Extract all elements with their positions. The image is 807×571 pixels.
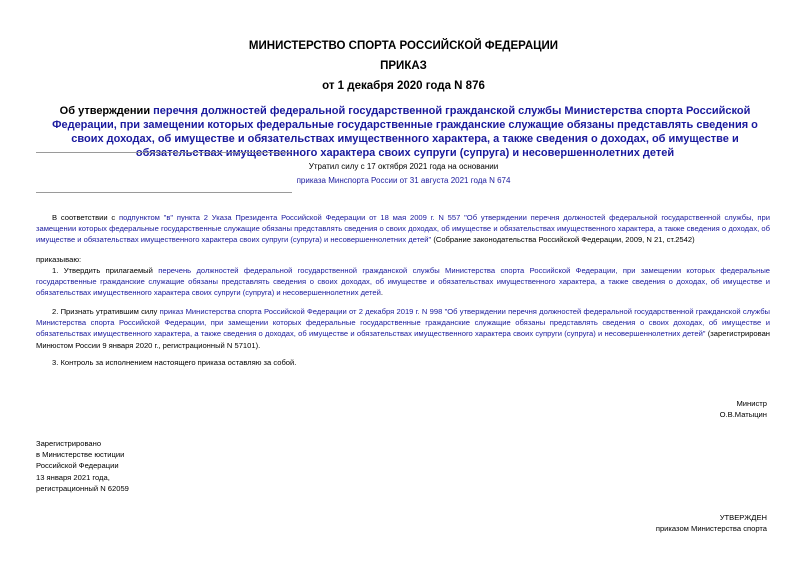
ministry-heading: МИНИСТЕРСТВО СПОРТА РОССИЙСКОЙ ФЕДЕРАЦИИ bbox=[248, 40, 559, 52]
preamble-paragraph bbox=[36, 212, 770, 246]
signature-block bbox=[720, 398, 767, 420]
item-1-list-link[interactable]: перечень должностей федеральной государственной гражданской службы Министерства спорта Российской Федерации, при замещении которых федеральные государственные гражданские служащие обязаны представлять сведения о своих доходах, об имуществе и обязательствах имущественного характера, а также сведения о доходах, об имуществе и обязательствах имущественного характера своих супруги (супруга) и несовершеннолетних детей bbox=[36, 266, 771, 298]
item-2-text-1: 2. Признать утратившим силу bbox=[52, 307, 160, 316]
validity-note bbox=[0, 160, 807, 188]
title-link[interactable]: перечня должностей федеральной государственной гражданской службы Министерства спорта Российской Федерации, при замещении которых федеральные государственные гражданские служащие обязаны представлять сведения о своих доходах, об имуществе и обязательствах имущественного характера, а также сведения о доходах, об имуществе и обязательствах имущественного характера своих супруги (супруга) и несовершеннолетних детей bbox=[52, 105, 758, 159]
approved-line-2: приказом Министерства спорта bbox=[655, 524, 767, 534]
registration-line-5: регистрационный N 62059 bbox=[36, 483, 129, 493]
separator-top bbox=[36, 152, 292, 153]
registration-line-4: 13 января 2021 года, bbox=[36, 472, 110, 482]
item-1-text-2: . bbox=[380, 288, 383, 298]
preamble-decree-link[interactable]: подпунктом "в" пункта 2 Указа Президента Российской Федерации от 18 мая 2009 г. N 557 "Об утверждении перечня должностей федеральной государственной службы, при замещении которых федеральные государственные служащие обязаны представлять сведения о своих доходах, об имуществе и обязательствах имущественного характера, а также сведения о доходах, об имуществе и обязательствах имущественного характера своих супруги (супруга) и несовершеннолетних детей" bbox=[36, 213, 771, 245]
signature-name: О.В.Матыцин bbox=[719, 410, 767, 420]
validity-note-link[interactable]: приказа Минспорта России от 31 августа 2021 года N 674 bbox=[296, 176, 511, 185]
registration-line-2: в Министерстве юстиции bbox=[36, 450, 125, 460]
separator-bottom bbox=[36, 192, 292, 193]
date-number-heading: от 1 декабря 2020 года N 876 bbox=[322, 80, 485, 92]
approved-line-1: УТВЕРЖДЕН bbox=[719, 513, 767, 522]
validity-note-line1: Утратил силу с 17 октября 2021 года на основании bbox=[308, 162, 499, 171]
title-prefix: Об утверждении bbox=[59, 105, 154, 117]
registration-line-1: Зарегистрировано bbox=[36, 439, 102, 448]
signature-position: Министр bbox=[736, 399, 767, 408]
item-1-paragraph bbox=[36, 265, 770, 299]
item-1-text-1: 1. Утвердить прилагаемый bbox=[52, 266, 159, 275]
preamble-text-1: В соответствии с bbox=[52, 213, 119, 222]
approved-block bbox=[656, 512, 767, 534]
item-2-paragraph bbox=[36, 306, 770, 351]
item-2-order-link[interactable]: приказ Министерства спорта Российской Федерации от 2 декабря 2019 г. N 998 "Об утверждении перечня должностей федеральной государственной гражданской службы Министерства спорта Российской Федерации, при замещении которых федеральные государственные гражданские служащие обязаны представлять сведения о своих доходах, об имуществе и обязательствах имущественного характера, а также сведения о доходах, об имуществе и обязательствах имущественного характера своих супруги (супруга) и несовершеннолетних детей" bbox=[36, 307, 771, 339]
registration-line-3: Российской Федерации bbox=[36, 461, 119, 471]
item-2-text-2: (зарегистрирован Минюстом России 9 января 2020 г., регистрационный N 57101). bbox=[36, 329, 771, 350]
order-word: приказываю: bbox=[36, 255, 82, 264]
item-3-paragraph: 3. Контроль за исполнением настоящего приказа оставляю за собой. bbox=[52, 358, 297, 367]
doc-type-heading: ПРИКАЗ bbox=[380, 60, 427, 72]
registration-block bbox=[36, 438, 129, 494]
preamble-text-2: (Собрание законодательства Российской Федерации, 2009, N 21, ст.2542) bbox=[431, 235, 695, 245]
